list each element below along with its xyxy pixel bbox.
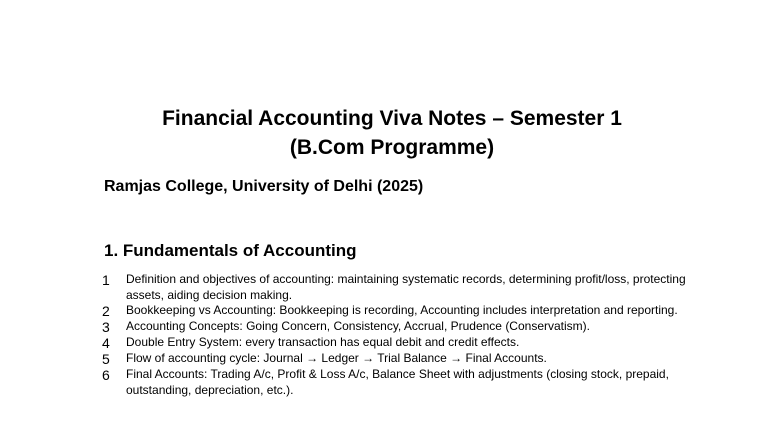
list-item: [102, 367, 702, 398]
list-item-number: 4: [102, 335, 110, 351]
list-item-text: Bookkeeping vs Accounting: Bookkeeping is recording, Accounting includes interpretation and reporting.: [126, 303, 678, 317]
page-title-line-2: (B.Com Programme): [289, 136, 495, 159]
list-item-text: Definition and objectives of accounting: maintaining systematic records, determining profit/loss, protecting assets, aiding decision making.: [126, 272, 686, 302]
list-item-text: Flow of accounting cycle: Journal → Ledger → Trial Balance → Final Accounts.: [126, 351, 547, 365]
list-item-number: 1: [102, 272, 110, 288]
list-item-text: Double Entry System: every transaction has equal debit and credit effects.: [126, 335, 520, 349]
list-item-text: Final Accounts: Trading A/c, Profit & Loss A/c, Balance Sheet with adjustments (closing stock, prepaid, outstanding, depreciation, etc.).: [126, 367, 669, 397]
list-item: [102, 351, 702, 367]
section-heading: 1. Fundamentals of Accounting: [104, 241, 357, 260]
list-item: [102, 319, 702, 335]
list-item-number: 3: [102, 319, 110, 335]
list-item-text: Accounting Concepts: Going Concern, Consistency, Accrual, Prudence (Conservatism).: [126, 319, 590, 333]
list-item: [102, 335, 702, 351]
notes-list: [102, 272, 702, 398]
list-item: [102, 303, 702, 319]
list-item-number: 6: [102, 367, 110, 383]
list-item-number: 2: [102, 303, 110, 319]
page-title: Financial Accounting Viva Notes – Semester 1: [162, 107, 622, 130]
page-subtitle: Ramjas College, University of Delhi (2025): [104, 178, 424, 195]
list-item-number: 5: [102, 351, 110, 367]
list-item: [102, 272, 702, 303]
